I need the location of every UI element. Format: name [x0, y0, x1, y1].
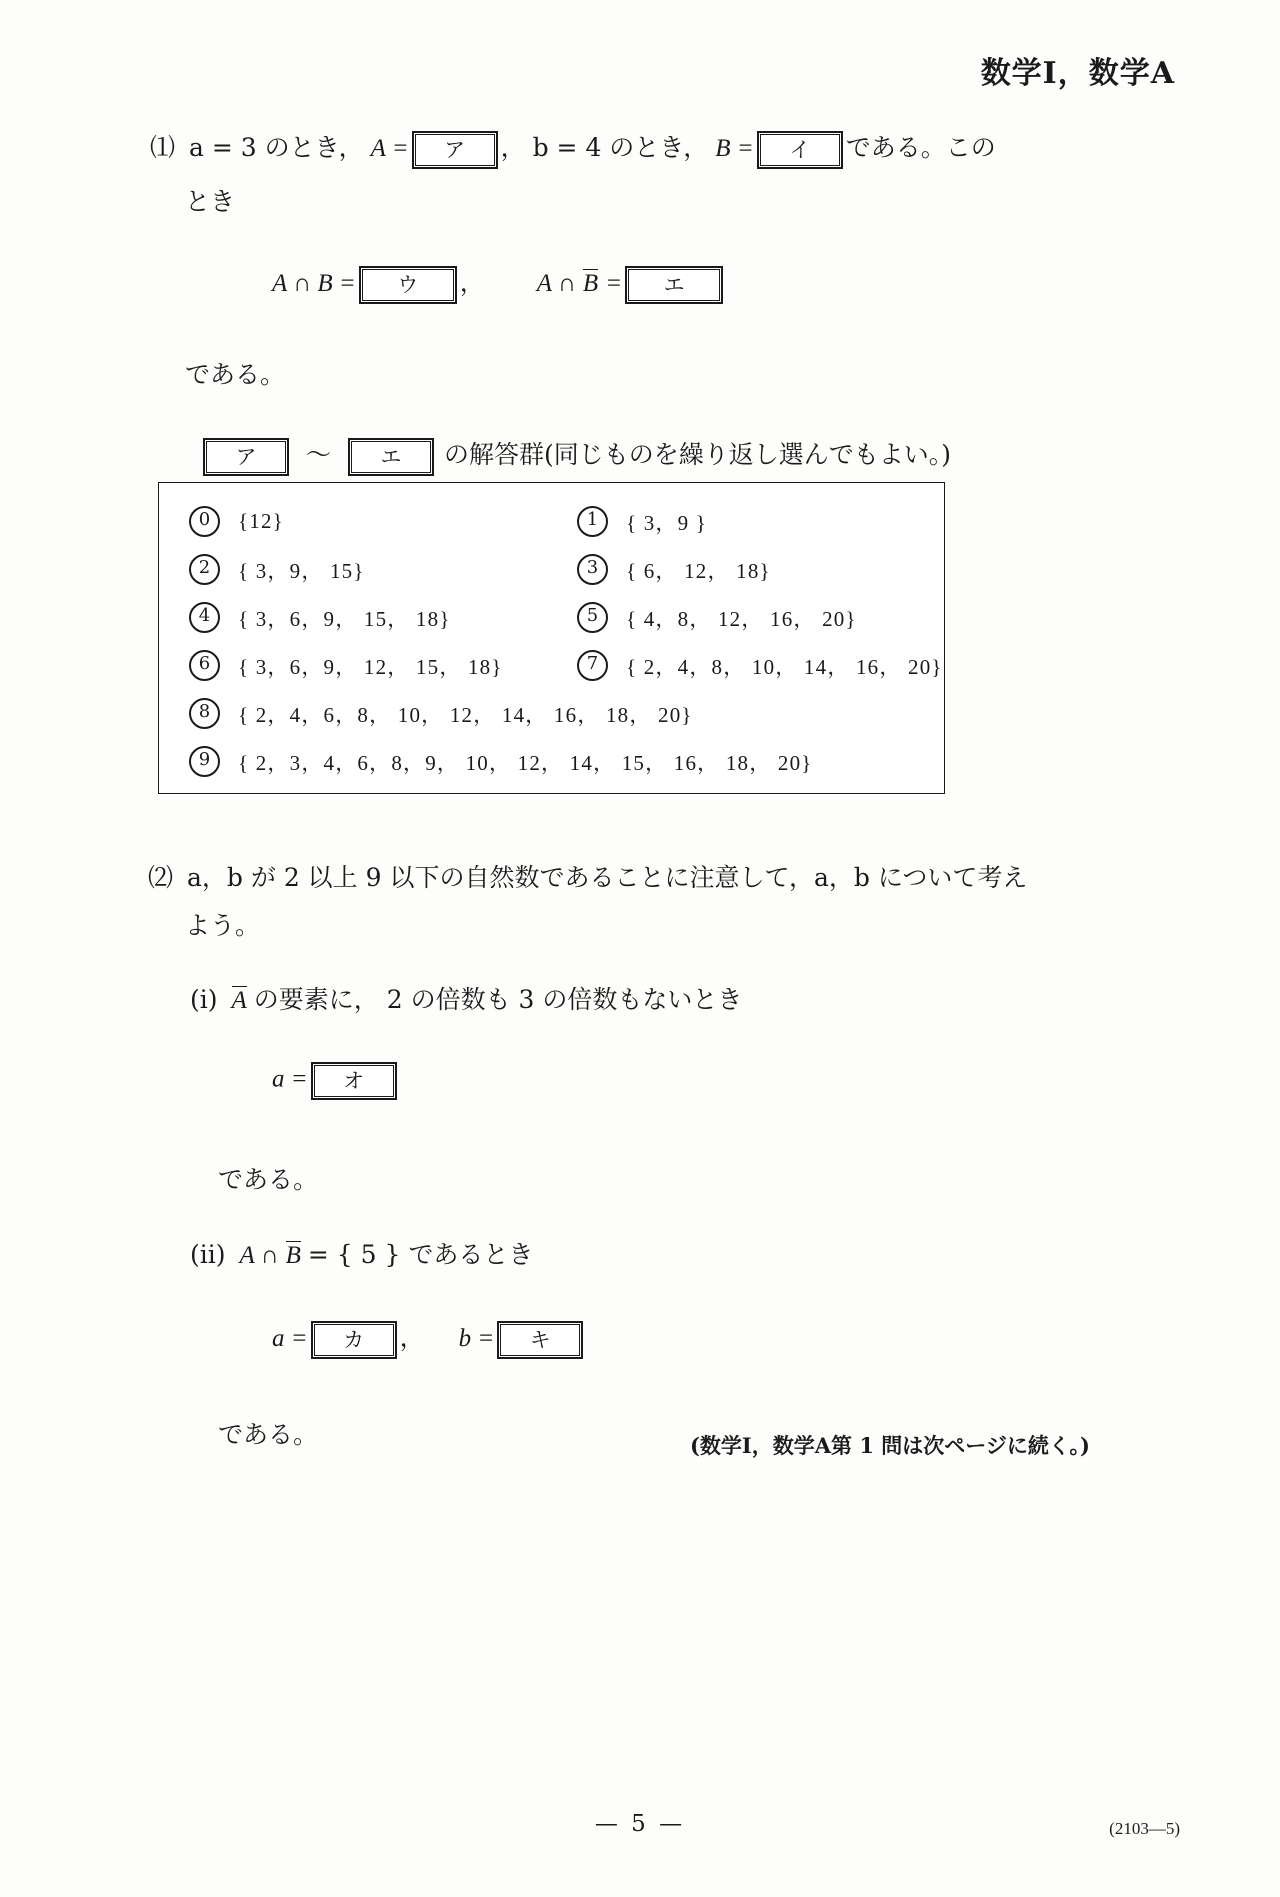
answer-options-grid [159, 483, 944, 793]
question-1-dearu: である。 [185, 360, 286, 389]
sub-ii-b-complement: B [285, 1242, 301, 1269]
set-b-label: B = [715, 135, 754, 162]
answer-box-ki-label: キ [500, 1324, 580, 1356]
option-9[interactable] [189, 746, 813, 777]
question-2-line-2: よう。 [185, 911, 261, 940]
set-a-label: A = [370, 135, 409, 162]
option-4-set: { 3，6，9， 15， 18} [238, 606, 451, 631]
option-6-number: 6 [189, 650, 220, 681]
sub-ii-lhs: A ∩ [239, 1242, 279, 1269]
answer-box-u-label: ウ [362, 269, 454, 301]
option-2[interactable] [189, 554, 365, 585]
option-0[interactable] [189, 506, 284, 537]
answer-group-from-box[interactable] [203, 438, 289, 476]
answer-box-i[interactable] [757, 131, 843, 169]
option-1[interactable] [577, 506, 707, 537]
sub-i-equation-lhs: a = [272, 1065, 308, 1093]
comma-1: ， [500, 133, 526, 162]
b-complement: B [582, 270, 599, 297]
answer-box-u[interactable] [359, 266, 457, 304]
answer-group-to-label: エ [351, 441, 431, 473]
form-code: (2103—5) [1109, 1819, 1180, 1838]
answer-group-to-box[interactable] [348, 438, 434, 476]
sub-i-text: の要素に， 2 の倍数も 3 の倍数もないとき [253, 985, 743, 1014]
answer-group-label: の解答群(同じものを繰り返し選んでもよい。) [444, 440, 952, 469]
sub-ii-dearu: である。 [218, 1420, 319, 1449]
question-2-number: ⑵ [148, 863, 174, 892]
sub-i-dearu: である。 [218, 1165, 319, 1194]
equation-comma: ， [459, 268, 485, 297]
option-9-set: { 2，3，4，6，8，9， 10， 12， 14， 15， 16， 18， 20} [238, 750, 813, 775]
equation-a-cap-b: A ∩ B = [272, 270, 356, 297]
option-4[interactable] [189, 602, 451, 633]
sub-i-number: (i) [190, 985, 218, 1014]
question-2-sub-i-equation [272, 1062, 400, 1100]
question-2-sub-ii-equation [272, 1318, 586, 1359]
a-complement: A [231, 987, 247, 1014]
question-1-line-2: とき [185, 187, 236, 216]
answer-box-ka[interactable] [311, 1321, 397, 1359]
answer-box-o[interactable] [311, 1062, 397, 1100]
option-3-set: { 6， 12， 18} [626, 558, 771, 583]
answer-box-ki[interactable] [497, 1321, 583, 1359]
question-1-tail: である。この [845, 133, 996, 162]
option-7[interactable] [577, 650, 943, 681]
option-3[interactable] [577, 554, 771, 585]
option-2-number: 2 [189, 554, 220, 585]
option-5-set: { 4，8， 12， 16， 20} [626, 606, 857, 631]
option-2-set: { 3，9， 15} [238, 558, 365, 583]
page-number: — 5 — [594, 1811, 686, 1837]
answer-box-a[interactable] [412, 131, 498, 169]
question-2-line-1 [148, 858, 1027, 894]
option-6-set: { 3，6，9， 12， 15， 18} [238, 654, 503, 679]
question-2-sub-ii-line [190, 1235, 533, 1271]
answer-group-from-label: ア [206, 441, 286, 473]
question-2-text: a，b が 2 以上 9 以下の自然数であることに注意して，a，b について考え [187, 863, 1028, 892]
answer-box-e-label: エ [628, 269, 720, 301]
option-7-set: { 2，4，8， 10， 14， 16， 20} [626, 654, 943, 679]
answer-box-ka-label: カ [314, 1324, 394, 1356]
page-header-title: 数学Ⅰ，数学A [980, 56, 1175, 91]
option-3-number: 3 [577, 554, 608, 585]
question-1-equation-row [272, 263, 726, 304]
option-4-number: 4 [189, 602, 220, 633]
equation-a-cap: A ∩ [536, 270, 576, 297]
option-5[interactable] [577, 602, 857, 633]
option-1-set: { 3，9 } [626, 510, 708, 535]
option-8-number: 8 [189, 698, 220, 729]
sub-ii-equation-a: a = [272, 1325, 308, 1352]
sub-ii-comma: ， [399, 1323, 425, 1352]
question-1-number: ⑴ [150, 133, 176, 162]
question-1-text-b: b = 4 のとき， [532, 133, 709, 162]
sub-ii-number: (ii) [190, 1240, 226, 1269]
answer-options-box [158, 482, 945, 794]
sub-ii-rhs: = { 5 } であるとき [307, 1240, 534, 1269]
equation-equals: = [605, 270, 623, 297]
option-9-number: 9 [189, 746, 220, 777]
option-0-number: 0 [189, 506, 220, 537]
tilde-separator: ～ [306, 440, 332, 469]
option-7-number: 7 [577, 650, 608, 681]
option-0-set: {12} [238, 509, 284, 533]
question-2-sub-i-line [190, 980, 742, 1016]
answer-box-o-label: オ [314, 1065, 394, 1097]
sub-ii-equation-b: b = [458, 1325, 495, 1352]
answer-box-i-label: イ [760, 134, 840, 166]
continue-note: (数学Ⅰ，数学A第 1 問は次ページに続く。) [690, 1433, 1090, 1458]
answer-group-heading [200, 435, 951, 476]
question-1-text-a: a = 3 のとき， [189, 133, 364, 162]
option-6[interactable] [189, 650, 503, 681]
option-8[interactable] [189, 698, 693, 729]
answer-box-a-label: ア [415, 134, 495, 166]
option-1-number: 1 [577, 506, 608, 537]
option-8-set: { 2，4，6，8， 10， 12， 14， 16， 18， 20} [238, 702, 693, 727]
option-5-number: 5 [577, 602, 608, 633]
question-1-line-1 [150, 128, 996, 169]
answer-box-e[interactable] [625, 266, 723, 304]
